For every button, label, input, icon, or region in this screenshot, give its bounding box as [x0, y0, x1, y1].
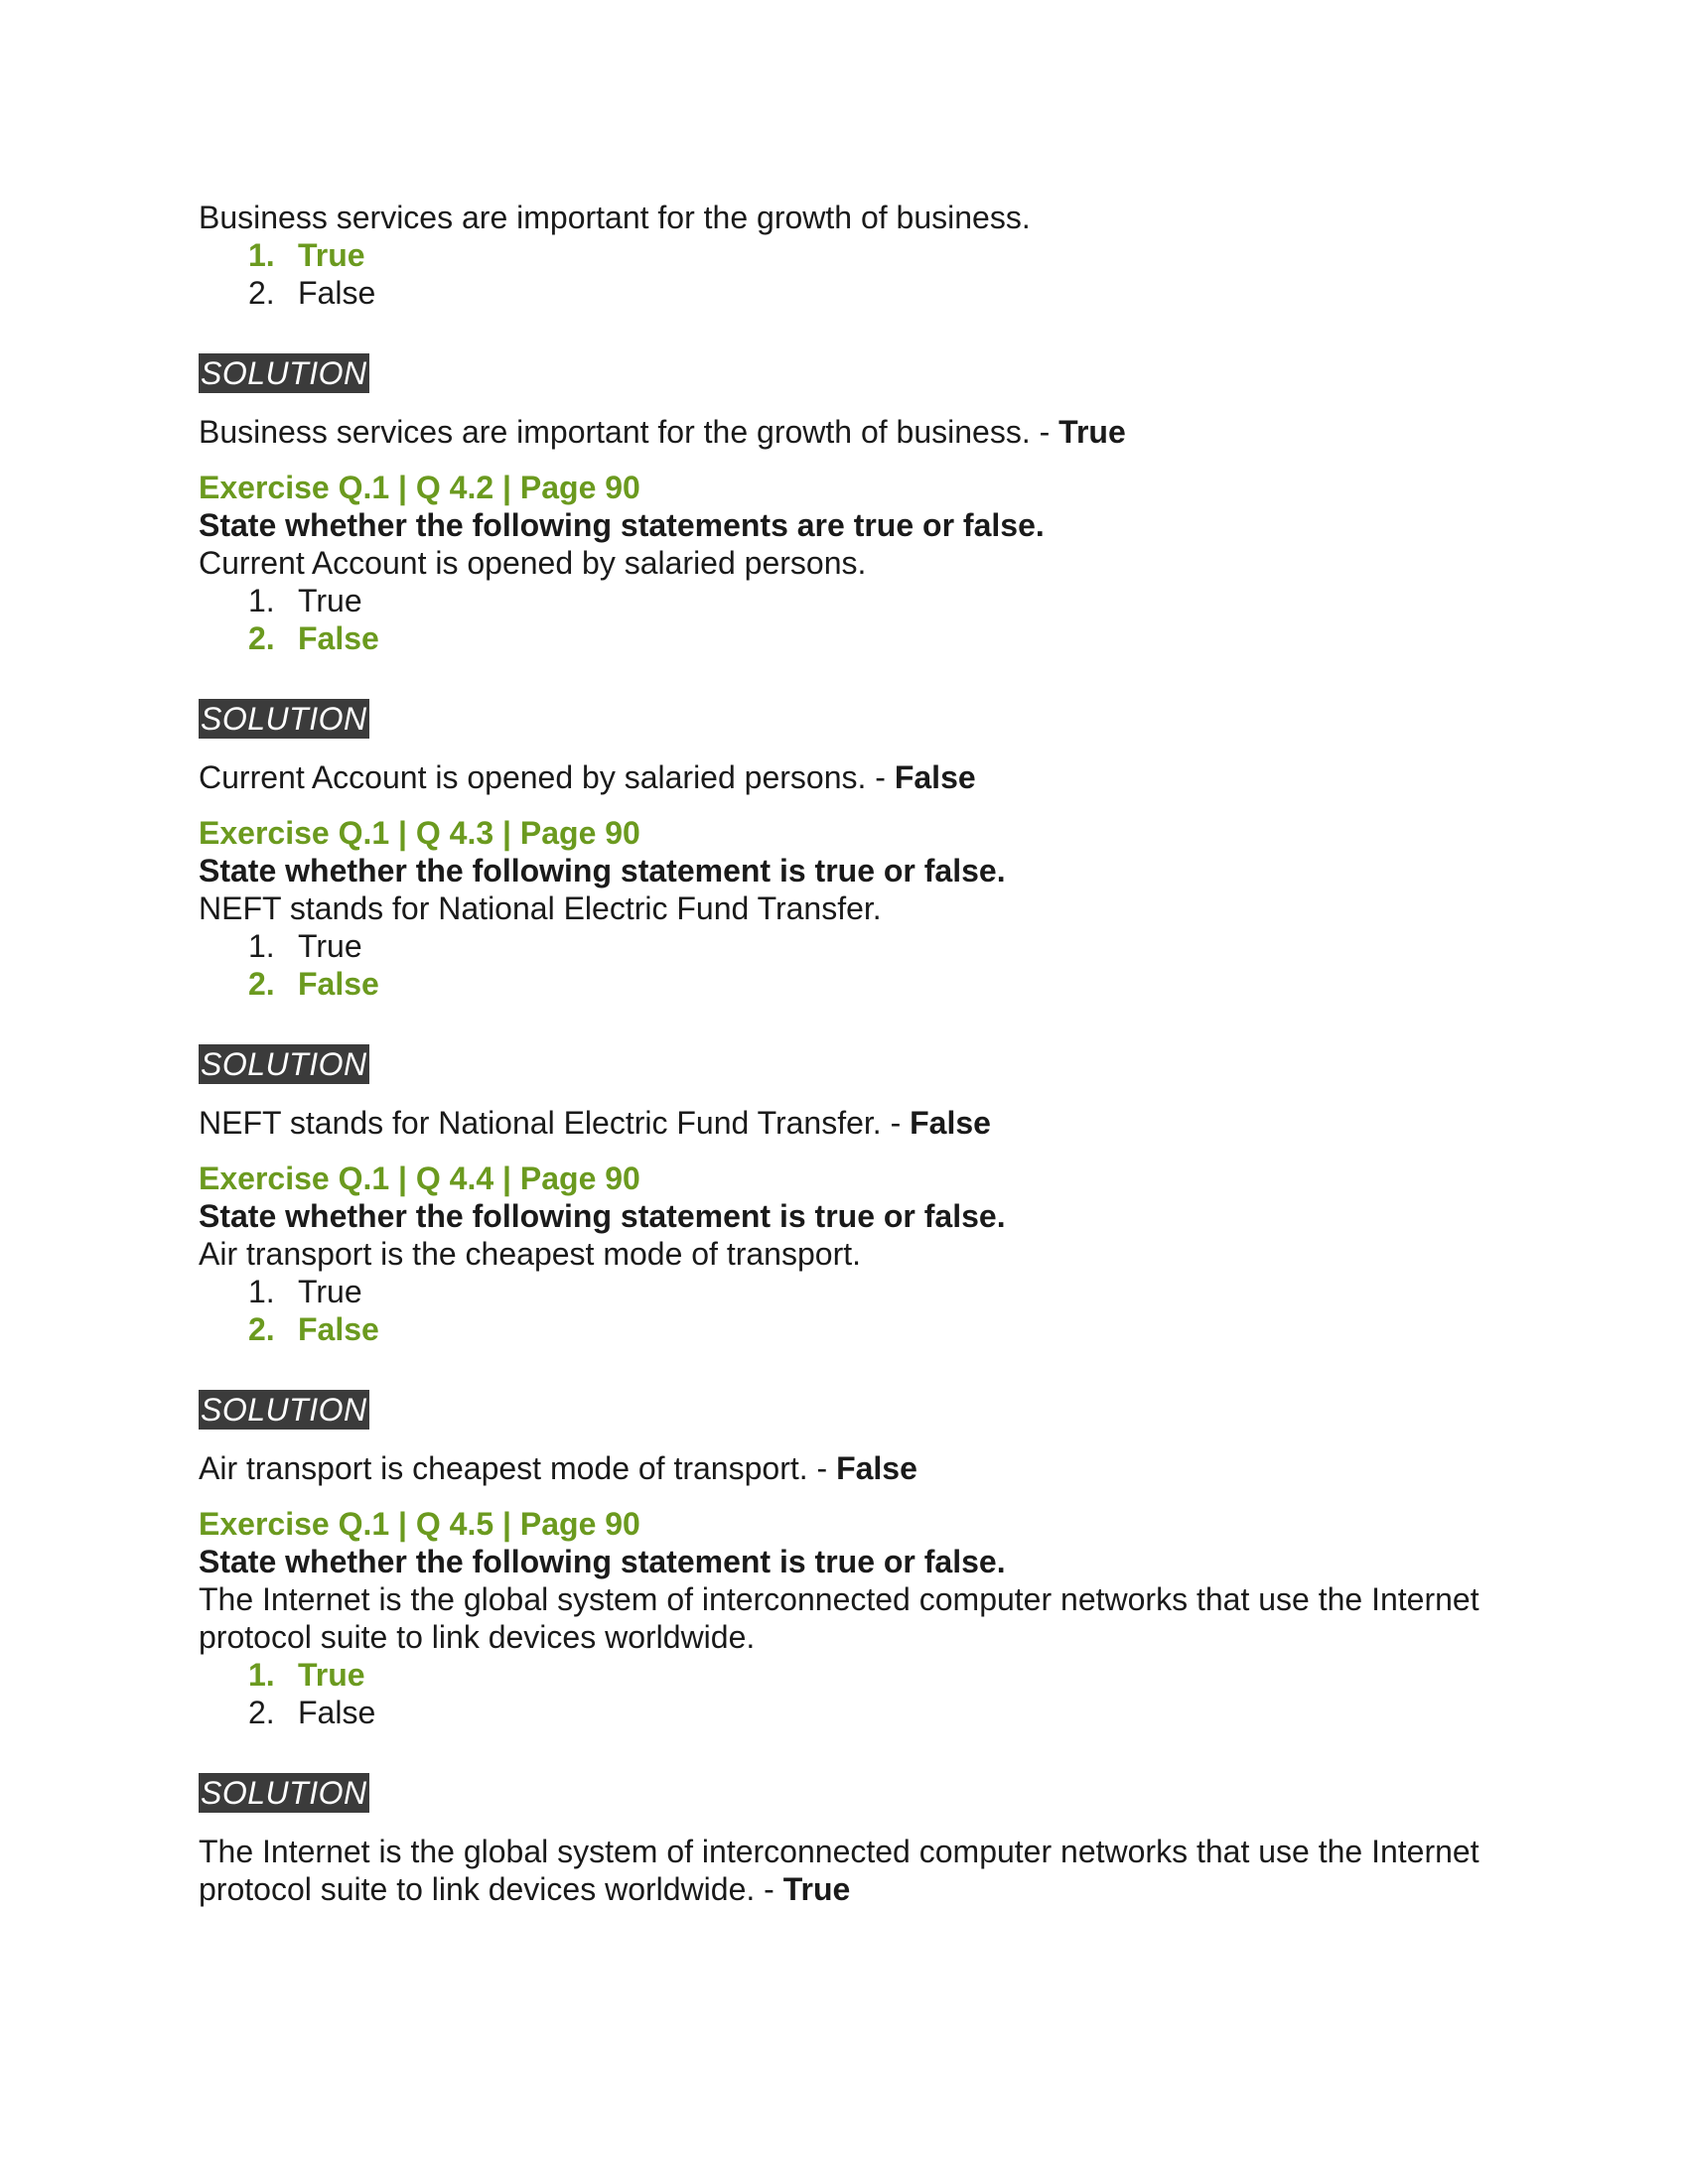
exercise-heading: Exercise Q.1 | Q 4.4 | Page 90 — [199, 1160, 640, 1196]
solution-tag: SOLUTION — [201, 355, 367, 391]
answer-verdict: False — [836, 1450, 917, 1486]
question-block-1 — [199, 199, 1688, 451]
option-false: 2. False — [248, 620, 379, 656]
options-list — [199, 236, 1688, 312]
instruction-text: State whether the following statement is true or false. — [199, 853, 1006, 888]
options-list — [199, 1273, 1688, 1348]
instruction-text: State whether the following statement is true or false. — [199, 1544, 1006, 1579]
solution-tag: SOLUTION — [201, 1775, 367, 1811]
solution-tag: SOLUTION — [201, 701, 367, 737]
options-list — [199, 1656, 1688, 1731]
question-text: NEFT stands for National Electric Fund Transfer. — [199, 890, 882, 926]
exercise-heading: Exercise Q.1 | Q 4.5 | Page 90 — [199, 1506, 640, 1542]
question-block-5 — [199, 1505, 1688, 1908]
option-false: 2. False — [248, 275, 376, 311]
solution-answer: Current Account is opened by salaried persons. - False — [199, 759, 976, 795]
solution-answer: The Internet is the global system of interconnected computer networks that use the Internet protocol suite to link devices worldwide. - True — [199, 1834, 1479, 1907]
answer-verdict: False — [910, 1105, 991, 1141]
question-block-3 — [199, 814, 1688, 1142]
options-list — [199, 582, 1688, 657]
option-true: 1. True — [248, 583, 362, 618]
question-text: Current Account is opened by salaried persons. — [199, 545, 867, 581]
option-true: 1. True — [248, 1274, 362, 1309]
instruction-text: State whether the following statements are true or false. — [199, 507, 1045, 543]
question-text: Business services are important for the growth of business. — [199, 200, 1031, 235]
option-true: 1. True — [248, 237, 365, 273]
question-text: The Internet is the global system of interconnected computer networks that use the Internet protocol suite to link devices worldwide. — [199, 1581, 1479, 1655]
option-false: 2. False — [248, 1695, 376, 1730]
question-block-2 — [199, 469, 1688, 796]
solution-answer: Business services are important for the growth of business. - True — [199, 414, 1126, 450]
solution-tag: SOLUTION — [201, 1392, 367, 1428]
question-block-4 — [199, 1160, 1688, 1487]
solution-tag: SOLUTION — [201, 1046, 367, 1082]
question-text: Air transport is the cheapest mode of transport. — [199, 1236, 861, 1272]
answer-verdict: True — [782, 1871, 851, 1907]
exercise-heading: Exercise Q.1 | Q 4.3 | Page 90 — [199, 815, 640, 851]
option-true: 1. True — [248, 928, 362, 964]
option-true: 1. True — [248, 1657, 365, 1693]
options-list — [199, 927, 1688, 1003]
exercise-heading: Exercise Q.1 | Q 4.2 | Page 90 — [199, 470, 640, 505]
solution-answer: Air transport is cheapest mode of transport. - False — [199, 1450, 917, 1486]
instruction-text: State whether the following statement is true or false. — [199, 1198, 1006, 1234]
option-false: 2. False — [248, 966, 379, 1002]
solution-answer: NEFT stands for National Electric Fund Transfer. - False — [199, 1105, 991, 1141]
option-false: 2. False — [248, 1311, 379, 1347]
answer-verdict: False — [894, 759, 976, 795]
answer-verdict: True — [1058, 414, 1126, 450]
